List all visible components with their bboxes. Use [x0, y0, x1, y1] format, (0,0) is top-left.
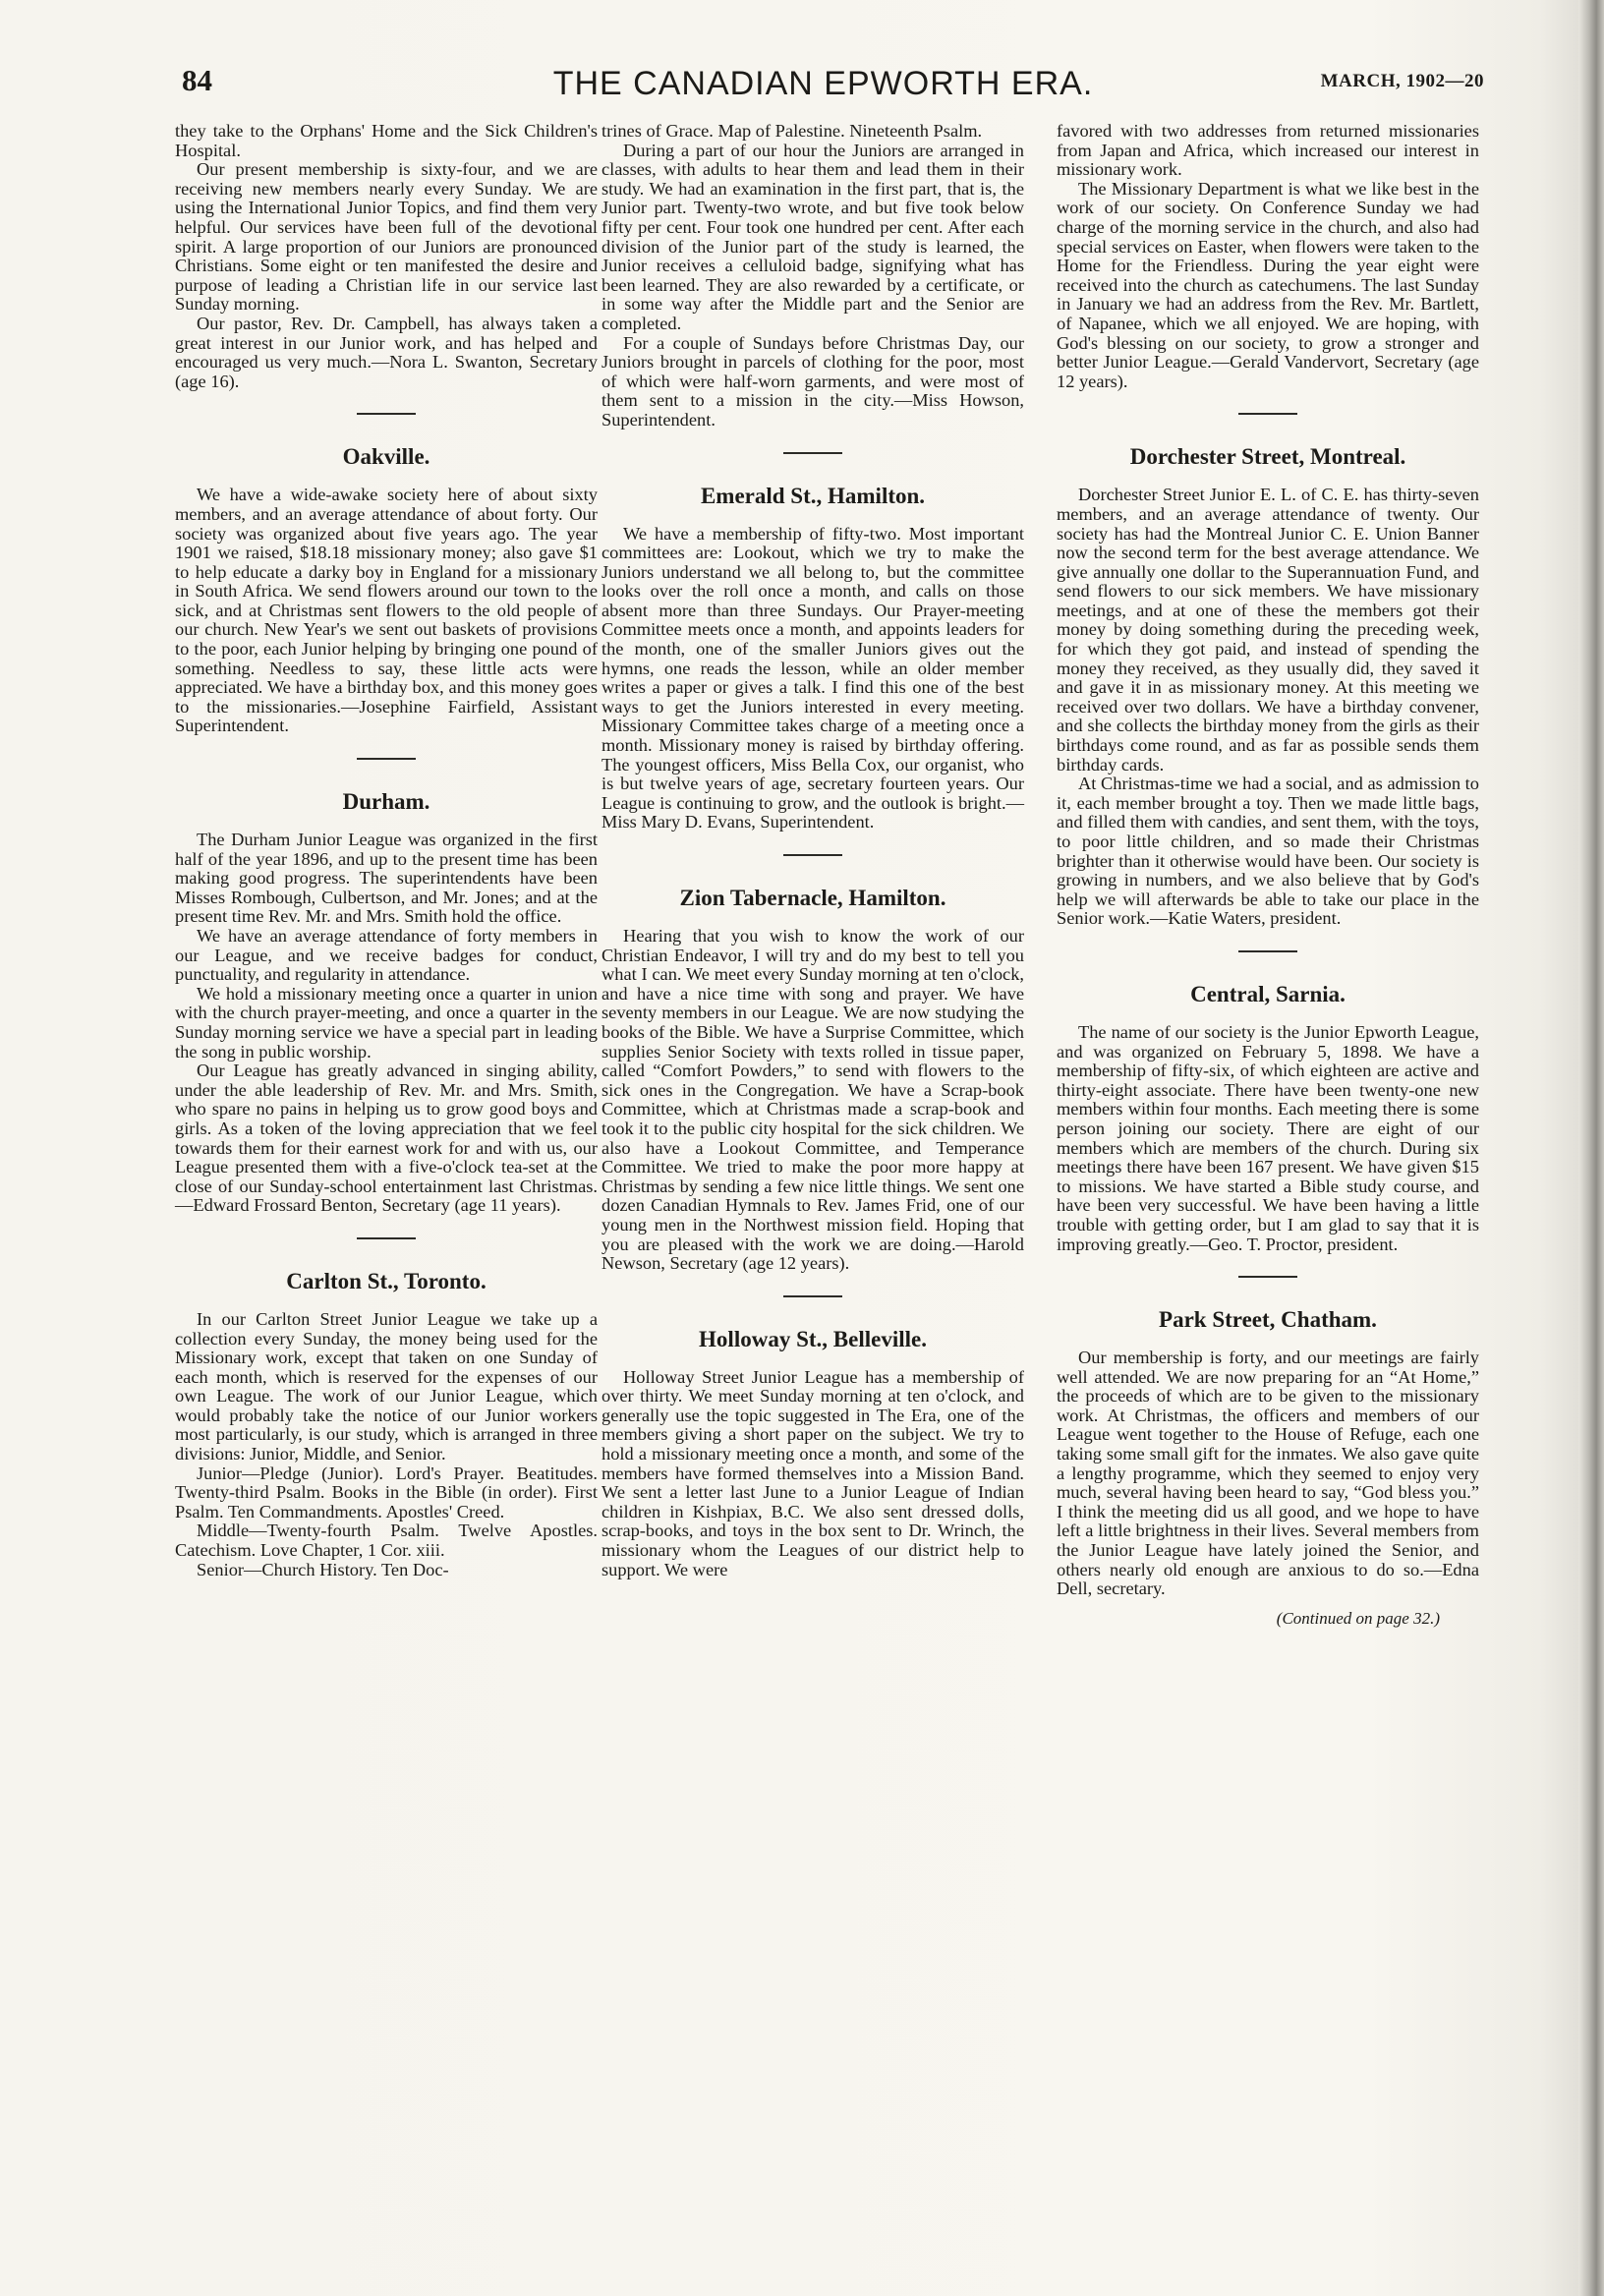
- article-paragraph: During a part of our hour the Juniors are arranged in classes, with adults to hear them and lead them in their study. We had an examination in the first part, that is, the Junior part. Twenty-two wrote, and but five took below fifty per cent. Four took one hundred per cent. After each division of the Junior part of the study is learned, the Junior receives a celluloid badge, signifying what has been learned. They are also rewarded by a certificate, or in some way after the Middle part and the Senior are completed.: [602, 140, 1024, 333]
- continued-notice: (Continued on page 32.): [1276, 1608, 1440, 1628]
- section-divider: [783, 854, 842, 856]
- article-paragraph: For a couple of Sundays before Christmas Day, our Juniors brought in parcels of clothing for the poor, most of which were half-worn garments, and were most of them sent to a mission in the city.—Miss Howson, Superintendent.: [602, 332, 1024, 430]
- article-paragraph: In our Carlton Street Junior League we take up a collection every Sunday, the money being used for the Missionary work, except that taken on one Sunday of each month, which is reserved for the expenses of our own League. The work of our Junior League, which would probably take the notice of our Junior workers most particularly, is our study, which is arranged in three divisions: Junior, Middle, and Senior.: [175, 1308, 598, 1464]
- section-heading-oakville: Oakville.: [342, 444, 430, 470]
- article-paragraph: favored with two addresses from returned missionaries from Japan and Africa, which increased our interest in missionary work.: [1057, 121, 1479, 180]
- column-2: [602, 122, 1024, 1579]
- article-paragraph: We have a wide-awake society here of about sixty members, and an average attendance of about forty. Our society was organized about five years ago. The year 1901 we raised, $18.18 missionary money; also gave $1 to help educate a darky boy in England for a missionary in South Africa. We send flowers around our town to the sick, and at Christmas sent flowers to the old people of our church. New Year's we sent out baskets of provisions to the poor, each Junior helping by bringing one pound of something. Needless to say, these little acts were appreciated. We have a birthday box, and this money goes to the missionaries.—Josephine Fairfield, Assistant Superintendent.: [175, 485, 598, 736]
- issue-date: MARCH, 1902—20: [1320, 71, 1484, 91]
- article-paragraph: Our membership is forty, and our meetings are fairly well attended. We are now preparing for an “At Home,” the proceeds of which are to be given to the missionary work. At Christmas, the officers and members of our League went together to the House of Refuge, each one taking some small gift for the inmates. We also gave quite a lengthy programme, which they seemed to enjoy very much, several having been heard to say, “God bless you.” I think the meeting did us all good, and we hope to have left a little brightness in their lives. Several members from the Junior League have lately joined the Senior, and others nearly old enough are anxious to do so.—Edna Dell, secretary.: [1057, 1348, 1479, 1599]
- section-heading-sarnia: Central, Sarnia.: [1190, 981, 1346, 1006]
- page-number: 84: [182, 63, 212, 97]
- article-paragraph: Senior—Church History. Ten Doc-: [197, 1559, 449, 1579]
- article-paragraph: We have an average attendance of forty members in our League, and we receive badges for conduct, punctuality, and regularity in attendance.: [175, 926, 598, 985]
- section-heading-chatham: Park Street, Chatham.: [1159, 1307, 1377, 1333]
- section-divider: [357, 758, 416, 760]
- article-paragraph: trines of Grace. Map of Palestine. Nineteenth Psalm.: [602, 121, 983, 141]
- section-divider: [357, 413, 416, 415]
- section-divider: [783, 452, 842, 454]
- section-heading-dorchester: Dorchester Street, Montreal.: [1129, 444, 1406, 470]
- column-1: [175, 122, 598, 1579]
- article-paragraph: We hold a missionary meeting once a quarter in union with the church prayer-meeting, and once a quarter in the Sunday morning service we have a special part in leading the song in public worship.: [175, 983, 598, 1062]
- article-paragraph: Our pastor, Rev. Dr. Campbell, has always taken a great interest in our Junior work, and has helped and encouraged us very much.—Nora L. Swanton, Secretary (age 16).: [175, 313, 598, 391]
- section-heading-zion: Zion Tabernacle, Hamilton.: [679, 886, 946, 910]
- article-paragraph: Hearing that you wish to know the work of our Christian Endeavor, I will try and do my best to tell you what I can. We meet every Sunday morning at ten o'clock, and have a nice time with song and prayer. We have seventy members in our League. We are now studying the books of the Bible. We have a Surprise Committee, which supplies Senior Society with texts rolled in tissue paper, called “Comfort Powders,” to send with flowers to the sick ones in the Congregation. We have a Scrap-book Committee, which at Christmas made a scrap-book and took it to the public city hospital for the sick children. We also have a Lookout Committee, and Temperance Committee. We tried to make the poor more happy at Christmas by sending a few nice little things. We sent one dozen Canadian Hymnals to Rev. James Frid, one of our young men in the Northwest mission field. Hoping that you are pleased with the work we are doing.—Harold Newson, Secretary (age 12 years).: [602, 926, 1024, 1274]
- article-paragraph: The name of our society is the Junior Epworth League, and was organized on February 5, 1898. We have a membership of fifty-six, of which eighteen are active and thirty-eight associate. There have been twenty-one new members within four months. Each meeting there is some person joining our society. There are eight of our members which are members of the church. During six meetings there have been 167 present. We have given $15 to missions. We have started a Bible study course, and have been very successful. We have been having a little trouble with getting order, but I am glad to say that it is improving greatly.—Geo. T. Proctor, president.: [1057, 1021, 1479, 1254]
- section-heading-durham: Durham.: [342, 789, 430, 815]
- article-paragraph: The Missionary Department is what we like best in the work of our society. On Conference Sunday we had charge of the morning service in the church, and also had special services on Easter, when flowers were taken to the Home for the Friendless. During the year eight were received into the church as catechumens. The last Sunday in January we had an address from the Rev. Mr. Bartlett, of Napanee, which we all enjoyed. We are hoping, with God's blessing on our society, to grow a stronger and better Junior League.—Gerald Vandervort, Secretary (age 12 years).: [1057, 178, 1479, 391]
- article-paragraph: they take to the Orphans' Home and the Sick Children's Hospital.: [175, 121, 598, 160]
- section-divider: [357, 1237, 416, 1239]
- section-divider: [1238, 950, 1297, 952]
- article-paragraph: We have a membership of fifty-two. Most important committees are: Lookout, which we try to make the Juniors understand we all belong to, but the committee looks over the roll once a month, and calls on those absent more than three Sundays. Our Prayer-meeting Committee meets once a month, and appoints leaders for the month, one of the smaller Juniors gives out the hymns, one reads the lesson, while an older member writes a paper or gives a talk. I find this one of the best ways to get the Juniors interested in every meeting. Missionary Committee takes charge of a meeting once a month. Missionary money is raised by birthday offering. The youngest officers, Miss Bella Cox, our organist, who is but twelve years of age, secretary fourteen years. Our League is continuing to grow, and the outlook is bright.—Miss Mary D. Evans, Superintendent.: [602, 523, 1024, 832]
- article-paragraph: Dorchester Street Junior E. L. of C. E. has thirty-seven members, and an average attendance of twenty. Our society has had the Montreal Junior C. E. Union Banner now the second term for the best average attendance. We give annually one dollar to the Superannuation Fund, and send flowers to our sick members. We have missionary meetings, and at one of these the members got their money by doing something during the preceding week, for which they got paid, and instead of spending the money they received, as they usually did, they saved it and gave it in as missionary money. At this meeting we received over two dollars. We have a birthday convener, and she collects the birthday money from the girls as their birthdays come round, and as far as possible sends them birthday cards.: [1057, 485, 1479, 775]
- section-heading-emerald: Emerald St., Hamilton.: [700, 483, 926, 508]
- section-heading-holloway: Holloway St., Belleville.: [699, 1326, 927, 1351]
- article-paragraph: Our League has greatly advanced in singing ability, under the able leadership of Rev. Mr. and Mrs. Smith, who spare no pains in helping us to grow good boys and girls. As a token of the loving appreciation that we feel towards them for their earnest work for and with us, our League presented them with a five-o'clock tea-set at the close of our Sunday-school entertainment last Christmas.—Edward Frossard Benton, Secretary (age 11 years).: [175, 1061, 598, 1216]
- article-paragraph: Junior—Pledge (Junior). Lord's Prayer. Beatitudes. Twenty-third Psalm. Books in the Bible (in order). First Psalm. Ten Commandments. Apostles' Creed.: [175, 1463, 598, 1521]
- publication-title: THE CANADIAN EPWORTH ERA.: [552, 65, 1094, 102]
- article-paragraph: At Christmas-time we had a social, and as admission to it, each member brought a toy. Then we made little bags, and filled them with candies, and sent them, with the toys, to poor little children, and so made their Christmas brighter than it otherwise would have been. Our society is growing in numbers, and we also believe that by God's help we will afterwards be able to take our place in the Senior work.—Katie Waters, president.: [1057, 774, 1479, 929]
- section-divider: [1238, 1276, 1297, 1278]
- article-paragraph: Holloway Street Junior League has a membership of over thirty. We meet Sunday morning at ten o'clock, and generally use the topic suggested in The Era, one of the members giving a short paper on the subject. We try to hold a missionary meeting once a month, and some of the members have formed themselves into a Mission Band. We sent a letter last June to a Junior League of Indian children in Kishpiax, B.C. We also sent dressed dolls, scrap-books, and toys in the box sent to Dr. Wrinch, the missionary whom the Leagues of our district help to support. We were: [602, 1366, 1024, 1579]
- page-header: [162, 59, 1484, 118]
- article-paragraph: Our present membership is sixty-four, and we are receiving new members nearly every Sunday. We are using the International Junior Topics, and find them very helpful. Our services have been full of the devotional spirit. A large proportion of our Juniors are pronounced Christians. Some eight or ten manifested the desire and purpose of leading a Christian life in our service last Sunday morning.: [175, 159, 598, 315]
- article-paragraph: The Durham Junior League was organized in the first half of the year 1896, and up to the present time has been making good progress. The superintendents have been Misses Rombough, Culbertson, and Mr. Jones; and at the present time Rev. Mr. and Mrs. Smith hold the office.: [175, 830, 598, 927]
- column-3: [1057, 122, 1479, 1628]
- article-paragraph: Middle—Twenty-fourth Psalm. Twelve Apostles. Catechism. Love Chapter, 1 Cor. xiii.: [175, 1521, 598, 1561]
- page-binding-edge: [1578, 0, 1604, 2296]
- section-divider: [1238, 413, 1297, 415]
- section-heading-carlton: Carlton St., Toronto.: [286, 1268, 487, 1293]
- section-divider: [783, 1295, 842, 1297]
